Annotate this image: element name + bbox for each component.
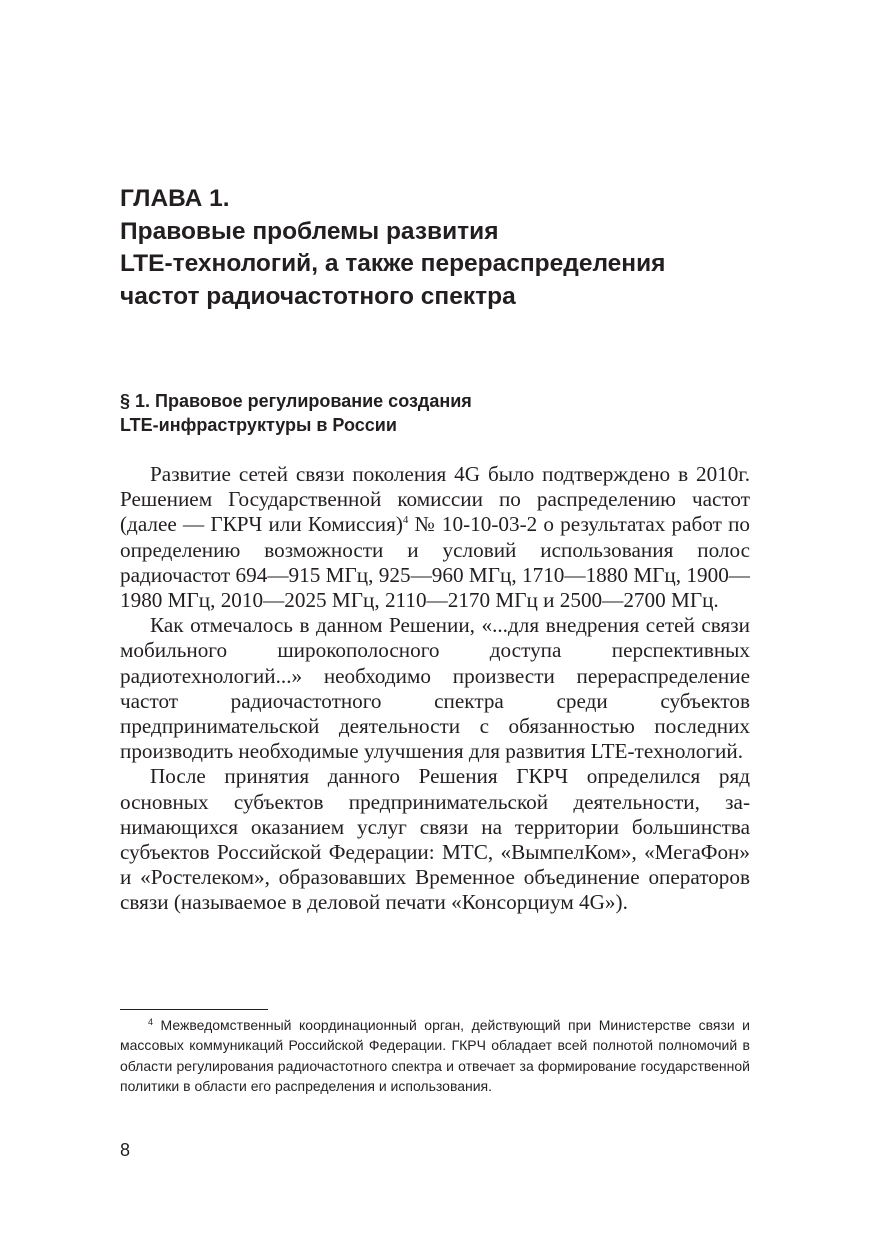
section-title-line-2: LTE-инфраструктуры в России [120,415,397,435]
paragraph-1-text-end: № 10-10-03-2 о результатах работ по определению возможности и условий использования полос радиочастот 694—915 МГц, 925—960 МГц, 1710—1880 МГц, 1900—1980 МГц, 2010—2025 МГц, 2110—2170 МГц и 2500—2700 МГц. [120,512,751,613]
footnote [120,1015,750,1096]
footnote-reference[interactable]: 4 [402,514,409,527]
footnote-text: Межведомственный координационный орган, действующий при Министерстве связи и массовых коммуникаций Российской Федерации. ГКРЧ обладает всей полнотой полномочий в области регулирования радиочастотного спектра и отвечает за формирование государственной политики в области его распределения и использования. [120,1017,750,1094]
chapter-title-line-2: LTE-технологий, а также перераспределения [120,250,666,277]
section-heading [120,389,820,437]
paragraph-1 [120,462,750,613]
footnote-marker: 4 [148,1017,154,1027]
page-number: 8 [120,1140,131,1160]
chapter-number: ГЛАВА 1. [120,185,230,212]
chapter-heading [120,183,820,313]
section-title-line-1: § 1. Правовое регулирование создания [120,391,472,411]
chapter-title-line-3: частот радиочастотного спектра [120,282,516,310]
chapter-title-line-1: Правовые проблемы развития [120,217,499,245]
paragraph-1-text-start: Развитие сетей связи поколения 4G было подтверждено в 2010г. Решением Государственной комиссии по распределению частот (далее — ГКРЧ или Комиссия) [120,462,750,537]
footnote-separator [120,1009,268,1010]
body-text [120,462,750,916]
paragraph-2: Как отмечалось в данном Решении, «...для внедрения сетей связи мобильного широкополосного доступа перспективных радиотехнологий...» необходимо произвести перераспределение частот радиочастотного спектра среди субъектов предпринимательской деятельности с обязанностью последних производить необходимые улучшения для развития LTE-технологий. [120,613,750,764]
paragraph-3: После принятия данного Решения ГКРЧ определился ряд основных субъектов предпринимательской деятельности, занимающихся оказанием услуг связи на территории большинства субъектов Российской Федерации: МТС, «ВымпелКом», «МегаФон» и «Ростелеком», образовавших Временное объединение операторов связи (называемое в деловой печати «Консорциум 4G»). [120,764,750,915]
